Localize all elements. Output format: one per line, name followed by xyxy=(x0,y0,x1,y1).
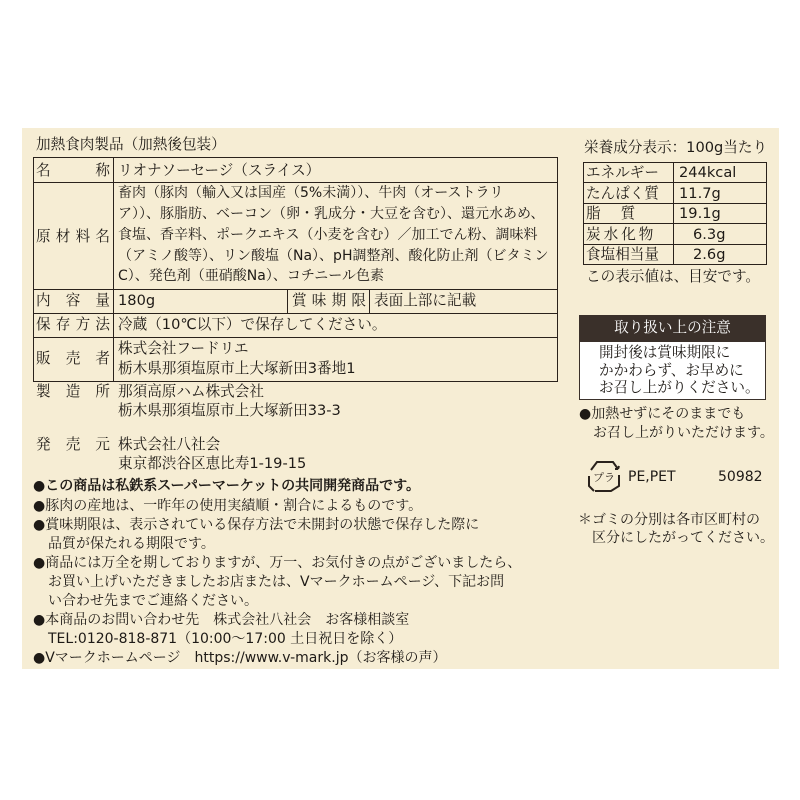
note-line: ●Vマークホームページ https://www.v-mark.jp（お客様の声） xyxy=(33,650,447,666)
distributor-address: 東京都渋谷区恵比寿1-19-15 xyxy=(118,455,307,472)
seller-name: 株式会社フードリエ xyxy=(118,340,249,357)
distributor-name: 株式会社八社会 xyxy=(118,436,221,453)
handling-line: お召し上がりください。 xyxy=(599,379,760,396)
note-line: TEL:0120-818-871（10:00～17:00 土日祝日を除く） xyxy=(48,631,403,647)
nutrition-value-energy: 244kcal xyxy=(679,164,737,181)
storage-label: 保 存 方 法 xyxy=(36,316,110,333)
table-cell-divider xyxy=(369,289,370,313)
nutrition-row-divider xyxy=(583,223,767,224)
nutrition-value-salt: 2.6g xyxy=(693,246,726,263)
nutrition-label-fat: 脂質 xyxy=(586,205,656,222)
nutrition-value-carbs: 6.3g xyxy=(693,226,726,243)
nutrition-title: 栄養成分表示：100g当たり xyxy=(584,139,768,156)
svg-text:プラ: プラ xyxy=(593,471,615,484)
nutrition-footnote: この表示値は、目安です。 xyxy=(586,268,760,285)
storage-value: 冷蔵（10℃以下）で保存してください。 xyxy=(118,316,387,333)
note-line: ●本商品のお問い合わせ先 株式会社八社会 お客様相談室 xyxy=(33,612,410,628)
materials-line: C）、発色剤（亜硝酸Na）、コチニール色素 xyxy=(118,268,384,284)
nutrition-label-carbs: 炭水化物 xyxy=(586,226,657,243)
expiry-value: 表面上部に記載 xyxy=(374,292,477,309)
materials-line: 食塩、香辛料、ポークエキス（小麦を含む）／加工でん粉、調味料 xyxy=(118,227,538,243)
table-row-divider xyxy=(33,289,558,290)
materials-line: 畜肉（豚肉（輸入又は国産（5%未満））、牛肉（オーストラリ xyxy=(118,185,504,201)
expiry-label: 賞 味 期 限 xyxy=(292,292,366,309)
handling-line: かかわらず、お早めに xyxy=(599,362,744,379)
name-value: リオナソーセージ（スライス） xyxy=(118,162,321,179)
handling-title: 取り扱い上の注意 xyxy=(579,315,766,341)
recycle-material: PE,PET xyxy=(628,469,676,485)
nutrition-value-protein: 11.7g xyxy=(679,185,721,202)
table-column-divider xyxy=(113,157,114,382)
manufacturer-label: 製 造 所 xyxy=(36,383,110,400)
materials-label: 原 材 料 名 xyxy=(36,228,110,245)
content-value: 180g xyxy=(118,292,156,309)
note-line: ●この商品は私鉄系スーパーマーケットの共同開発商品です。 xyxy=(33,478,420,494)
handling-extra: お召し上がりいただけます。 xyxy=(593,425,774,441)
note-line: お買い上げいただきましたお店または、Vマークホームページ、下記お問 xyxy=(48,574,505,590)
nutrition-label-salt: 食塩相当量 xyxy=(586,246,659,263)
handling-extra: ●加熱せずにそのままでも xyxy=(579,406,746,422)
note-line: ●豚肉の産地は、一昨年の使用実績順・割合によるものです。 xyxy=(33,498,423,514)
nutrition-column-divider xyxy=(673,162,674,265)
note-line: ●賞味期限は、表示されている保存方法で未開封の状態で保存した際に xyxy=(33,517,480,533)
manufacturer-address: 栃木県那須塩原市上大塚新田33-3 xyxy=(118,402,341,419)
recycle-note: ＊ゴミの分別は各市区町村の xyxy=(578,512,760,528)
seller-label: 販 売 者 xyxy=(36,350,110,367)
materials-line: （アミノ酸等）、リン酸塩（Na）、pH調整剤、酸化防止剤（ビタミン xyxy=(118,248,549,264)
nutrition-row-divider xyxy=(583,203,767,204)
product-type: 加熱食肉製品（加熱後包装） xyxy=(36,136,226,153)
note-line: い合わせ先までご連絡ください。 xyxy=(48,593,258,609)
nutrition-label-protein: たんぱく質 xyxy=(586,185,659,202)
table-row-divider xyxy=(33,337,558,338)
nutrition-row-divider xyxy=(583,182,767,183)
handling-line: 開封後は賞味期限に xyxy=(599,344,731,361)
table-row-divider xyxy=(33,313,558,314)
plastic-recycle-icon xyxy=(585,458,623,494)
note-line: 品質が保たれる期限です。 xyxy=(48,536,215,552)
manufacturer-name: 那須高原ハム株式会社 xyxy=(118,383,264,400)
materials-line: ア））、豚脂肪、ベーコン（卵・乳成分・大豆を含む）、還元水あめ、 xyxy=(118,206,545,222)
nutrition-row-divider xyxy=(583,244,767,245)
recycle-code: 50982 xyxy=(718,469,763,485)
name-label: 名 称 xyxy=(36,162,110,179)
content-label: 内 容 量 xyxy=(36,292,110,309)
nutrition-label-energy: エネルギー xyxy=(586,164,659,181)
recycle-note: 区分にしたがってください。 xyxy=(592,530,774,546)
distributor-label: 発 売 元 xyxy=(36,436,110,453)
seller-address: 栃木県那須塩原市上大塚新田3番地1 xyxy=(118,360,356,377)
table-row-divider xyxy=(33,182,558,183)
nutrition-value-fat: 19.1g xyxy=(679,205,721,222)
table-cell-divider xyxy=(287,289,288,313)
note-line: ●商品には万全を期しておりますが、万一、お気付きの点がございましたら、 xyxy=(33,555,522,571)
